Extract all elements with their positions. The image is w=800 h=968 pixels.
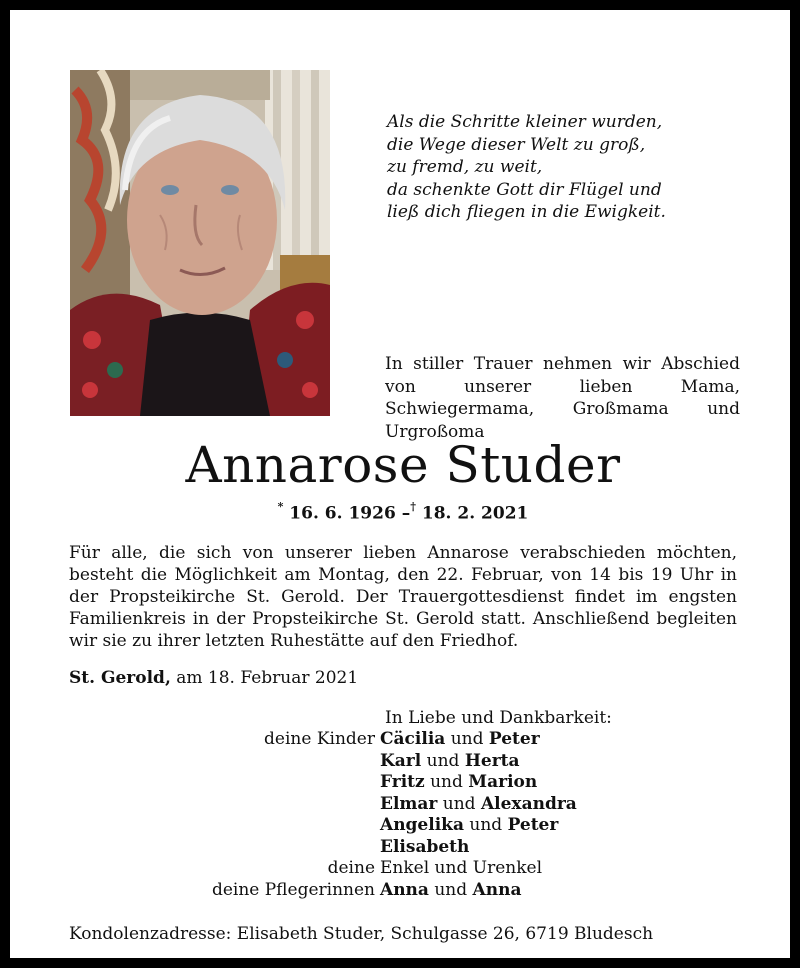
family-member: Angelika bbox=[380, 815, 464, 835]
family-row bbox=[10, 794, 796, 816]
thanks-heading: In Liebe und Dankbarkeit: bbox=[385, 708, 612, 728]
portrait-photo bbox=[70, 70, 330, 416]
poem-line: ließ dich fliegen in die Ewigkeit. bbox=[387, 202, 666, 222]
family-row bbox=[10, 858, 796, 880]
family-member: Marion bbox=[468, 772, 538, 792]
poem-line: die Wege dieser Welt zu groß, bbox=[387, 134, 646, 155]
conjunction: und bbox=[434, 879, 468, 900]
family-row bbox=[10, 772, 796, 794]
family-row bbox=[10, 880, 796, 902]
poem-line: zu fremd, zu weit, bbox=[387, 157, 543, 177]
announcement-text: Für alle, die sich von unserer lieben Annarose verabschieden möchten, besteht die Möglichkeit am Montag, den 22. Februar, von 14 bis 19 Uhr in der Propsteikirche St. Gerold. Der Trauergottesdienst findet im engsten Familienkreis in der Propsteikirche St. Gerold statt. Anschließend begleiten wir sie zu ihrer letzten Ruhestätte auf den Friedhof. bbox=[69, 543, 737, 651]
birth-mark: * bbox=[277, 500, 284, 513]
family-member: Anna bbox=[472, 879, 522, 900]
children-label: deine Kinder bbox=[264, 729, 375, 749]
family-member: Peter bbox=[488, 729, 540, 749]
poem bbox=[387, 111, 787, 224]
family-row bbox=[10, 729, 796, 751]
place-town: St. Gerold, bbox=[69, 668, 171, 688]
place-date-text: am 18. Februar 2021 bbox=[176, 668, 359, 688]
family-member: Peter bbox=[507, 815, 559, 835]
family-member: Elmar bbox=[380, 793, 438, 814]
birth-date: 16. 6. 1926 bbox=[289, 503, 396, 524]
condolence-address: Kondolenzadresse: Elisabeth Studer, Schulgasse 26, 6719 Bludesch bbox=[69, 924, 654, 944]
conjunction: und bbox=[469, 815, 503, 835]
family-row bbox=[10, 837, 796, 859]
death-date: 18. 2. 2021 bbox=[421, 503, 529, 524]
family-member: Elisabeth bbox=[380, 836, 470, 857]
family-row bbox=[10, 815, 796, 837]
grandchildren-value: Enkel und Urenkel bbox=[380, 858, 543, 878]
family-member: Anna bbox=[380, 879, 429, 900]
conjunction: und bbox=[430, 772, 463, 792]
life-dates bbox=[10, 502, 796, 524]
intro-text: In stiller Trauer nehmen wir Abschied von unserer lieben Mama, Schwiegermama, Großmama und Urgroßoma bbox=[385, 354, 740, 442]
carers-label: deine Pflegerinnen bbox=[211, 879, 375, 900]
family-row bbox=[10, 751, 796, 773]
death-mark: † bbox=[410, 500, 416, 513]
deceased-name: Annarose Studer bbox=[185, 436, 621, 494]
family-member: Fritz bbox=[380, 772, 425, 792]
obituary-card bbox=[7, 7, 793, 961]
conjunction: und bbox=[426, 750, 460, 771]
poem-line: da schenkte Gott dir Flügel und bbox=[387, 179, 662, 200]
family-member: Karl bbox=[380, 750, 422, 771]
date-separator: – bbox=[401, 503, 411, 524]
place-date bbox=[69, 667, 358, 689]
poem-line: Als die Schritte kleiner wurden, bbox=[387, 112, 663, 132]
grandchildren-label: deine bbox=[327, 858, 375, 878]
family-list bbox=[10, 729, 796, 901]
family-member: Cäcilia bbox=[380, 729, 446, 749]
conjunction: und bbox=[442, 793, 476, 814]
family-member: Alexandra bbox=[480, 793, 577, 814]
conjunction: und bbox=[450, 729, 484, 749]
family-member: Herta bbox=[464, 750, 520, 771]
